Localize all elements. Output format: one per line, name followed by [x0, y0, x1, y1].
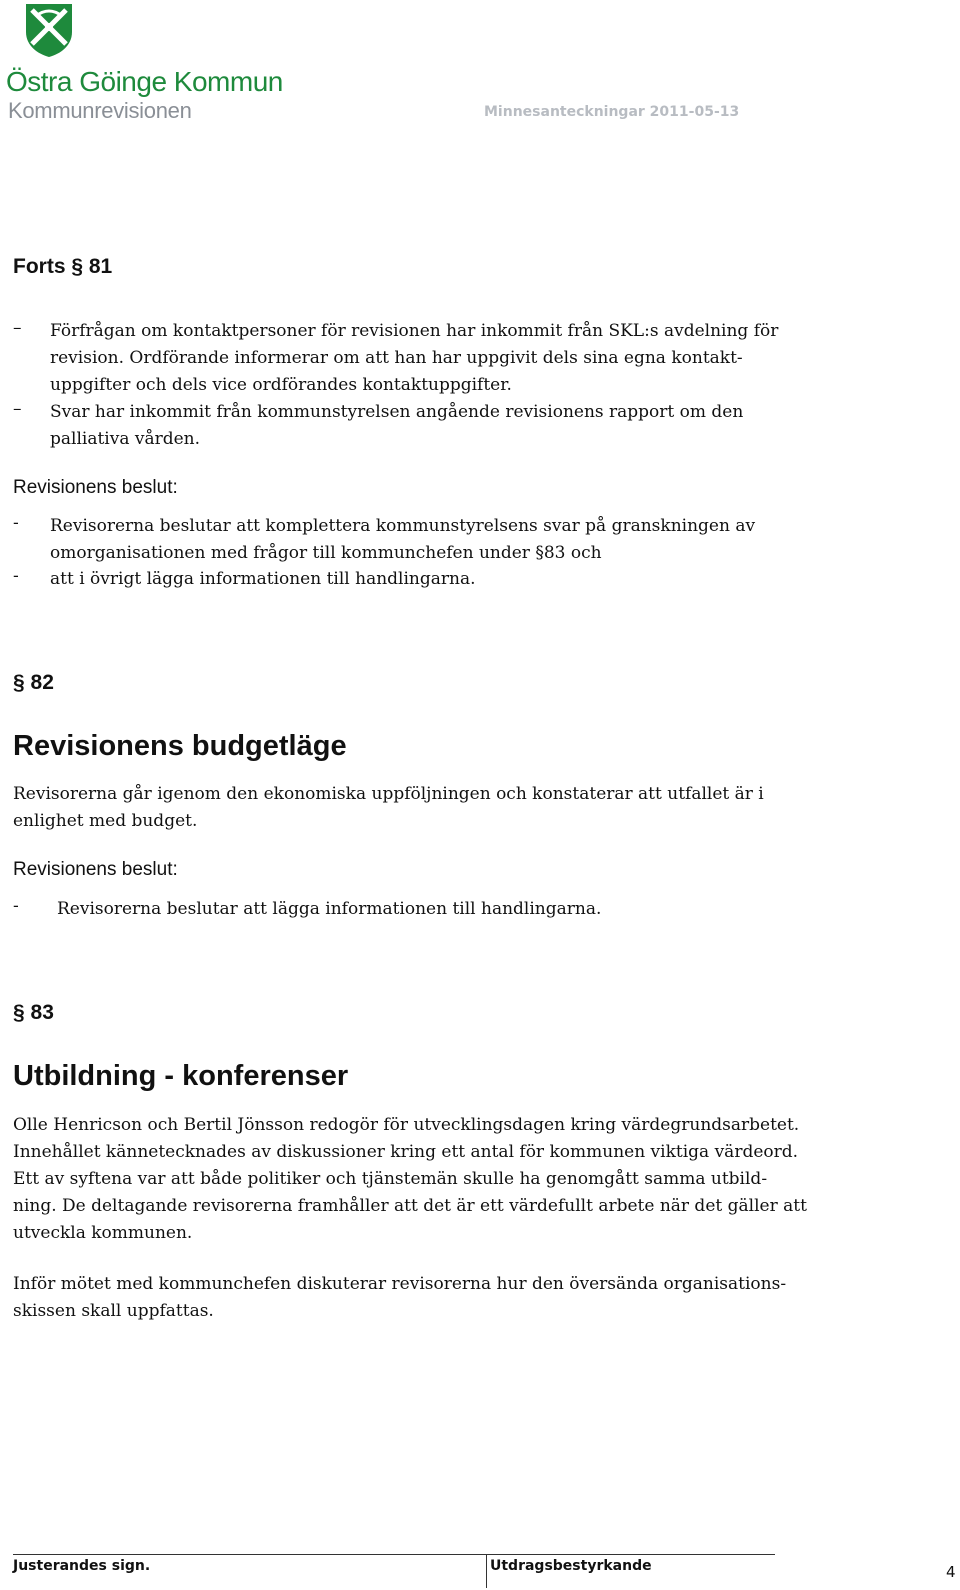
section-paragraph: Inför mötet med kommunchefen diskuterar revisorerna hur den översända organisations- skissen skall uppfattas. — [13, 1274, 787, 1321]
decision-item: Revisorerna beslutar att komplettera kommunstyrelsens svar på granskningen av omorganisationen med frågor till kommunchefen under §83 och — [50, 516, 756, 563]
page-number: 4 — [946, 1563, 956, 1581]
coat-of-arms-icon — [24, 2, 74, 58]
org-name: Östra Göinge Kommun — [6, 66, 283, 97]
decision-heading: Revisionens beslut: — [13, 859, 178, 880]
dash-bullet: – — [13, 399, 22, 419]
decision-item: Revisorerna beslutar att lägga informationen till handlingarna. — [57, 899, 602, 919]
decision-heading: Revisionens beslut: — [13, 477, 178, 498]
footer-divider — [13, 1554, 775, 1555]
footer-certification-label: Utdragsbestyrkande — [490, 1558, 652, 1574]
section-paragraph: Olle Henricson och Bertil Jönsson redogör för utvecklingsdagen kring värdegrundsarbetet. Innehållet kännetecknades av diskussioner kring ett antal för kommunen viktiga värdeord. Ett av syftena var att både politiker och tjänstemän skulle ha genomgått samma utbild- ning. De deltagande revisorerna framhåller att det är ett värdefullt arbete när det gäller att utveckla kommunen. — [13, 1115, 807, 1243]
hyphen-bullet: - — [13, 513, 19, 533]
document-label: Minnesanteckningar 2011-05-13 — [484, 104, 740, 120]
section-body: Revisorerna går igenom den ekonomiska uppföljningen och konstaterar att utfallet är i enlighet med budget. — [13, 784, 764, 831]
hyphen-bullet: - — [13, 896, 19, 916]
section-number-83: § 83 — [13, 1001, 54, 1024]
footer-signature-label: Justerandes sign. — [13, 1558, 151, 1574]
section-number-82: § 82 — [13, 671, 54, 694]
decision-item: att i övrigt lägga informationen till handlingarna. — [50, 569, 476, 589]
hyphen-bullet: - — [13, 566, 19, 586]
footer-column-divider — [486, 1554, 487, 1588]
section-title-budget: Revisionens budgetläge — [13, 730, 347, 762]
section-heading-forts: Forts § 81 — [13, 255, 113, 278]
list-item: Förfrågan om kontaktpersoner för revisionen har inkommit från SKL:s avdelning för revision. Ordförande informerar om att han har uppgivit dels sina egna kontakt- uppgifter och dels vice ordförandes kontaktuppgifter. — [50, 321, 779, 395]
dash-bullet: – — [13, 318, 22, 338]
list-item: Svar har inkommit från kommunstyrelsen angående revisionens rapport om den palliativa vården. — [50, 402, 744, 449]
org-subtitle: Kommunrevisionen — [8, 98, 192, 123]
section-title-training: Utbildning - konferenser — [13, 1060, 349, 1092]
